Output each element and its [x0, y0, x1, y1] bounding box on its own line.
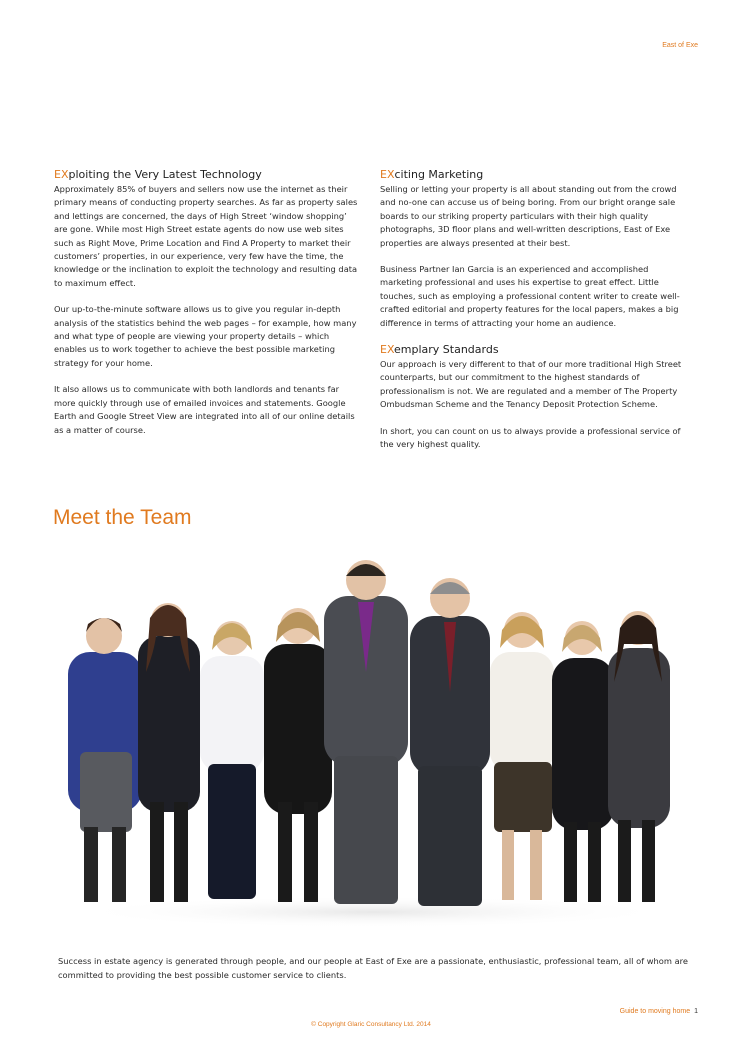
footer-guide — [620, 1008, 698, 1015]
paragraph: Selling or letting your property is all about standing out from the crowd and no-one can accuse us of being boring. From our bright orange sale boards to our striking property particulars with their high quality photographs, 3D floor plans and well-written descriptions, East of Exe properties are always presented at their best. — [380, 184, 677, 248]
person-3 — [200, 621, 264, 899]
brand-name: East of Exe — [662, 42, 698, 49]
heading-ex-prefix: EX — [380, 168, 395, 181]
right-column — [380, 168, 686, 465]
person-5 — [324, 560, 408, 904]
heading-rest: ploiting the Very Latest Technology — [68, 168, 262, 181]
section-heading-marketing — [380, 168, 686, 182]
person-2 — [138, 603, 200, 902]
paragraph: Our up-to-the-minute software allows us to give you regular in-depth analysis of the statistics behind the web pages – for example, how many and what type of people are viewing your property details – which enables us to work together to achieve the best possible marketing strategy for your home. — [54, 304, 357, 368]
heading-ex-prefix: EX — [54, 168, 69, 181]
team-title: Meet the Team — [53, 506, 192, 529]
section-heading-standards — [380, 343, 686, 357]
paragraph: In short, you can count on us to always provide a professional service of the very highest quality. — [380, 425, 681, 450]
team-caption: Success in estate agency is generated through people, and our people at East of Exe are a passionate, enthusiastic, professional team, all of whom are committed to providing the best possible customer service to clients. — [58, 956, 689, 980]
person-8 — [552, 621, 614, 902]
person-6 — [410, 578, 490, 906]
person-7 — [490, 612, 554, 900]
heading-rest: emplary Standards — [394, 343, 499, 357]
left-column — [54, 168, 360, 450]
page-number: 1 — [694, 1008, 698, 1015]
paragraph: It also allows us to communicate with both landlords and tenants far more quickly through use of emailed invoices and statements. Google Earth and Google Street View are integrated into all of our online details as a matter of course. — [54, 384, 355, 435]
team-photo — [58, 552, 688, 932]
footer-guide-label: Guide to moving home — [619, 1008, 691, 1015]
paragraph: Business Partner Ian Garcia is an experienced and accomplished marketing professional and uses his expertise to great effect. Little touches, such as employing a professional content writer to create well-crafted editorial and property features for the local papers, makes a big difference in terms of attracting your home an audience. — [380, 264, 680, 328]
copyright: © Copyright Glaric Consultancy Ltd. 2014 — [311, 1021, 431, 1028]
heading-ex-prefix: EX — [380, 343, 394, 357]
paragraph: Our approach is very different to that of our more traditional High Street counterparts, but our commitment to the highest standards of professionalism is not. We are regulated and a member of The Property Ombudsman Scheme and the Tenancy Deposit Protection Scheme. — [380, 359, 682, 410]
person-4 — [264, 608, 332, 902]
heading-rest: citing Marketing — [394, 168, 484, 181]
person-9 — [608, 611, 670, 902]
section-heading-technology — [54, 168, 360, 182]
person-1 — [68, 618, 142, 902]
paragraph: Approximately 85% of buyers and sellers now use the internet as their primary means of conducting property searches. As far as property sales and lettings are concerned, the days of High Street ‘window shopping’ are gone. While most High Street estate agents do now use web sites such as Right Move, Prime Location and Find A Property to market their customers’ properties, in our experience, very few have the time, the knowledge or the inclination to exploit the technology and resulting data to maximum effect. — [54, 184, 358, 288]
